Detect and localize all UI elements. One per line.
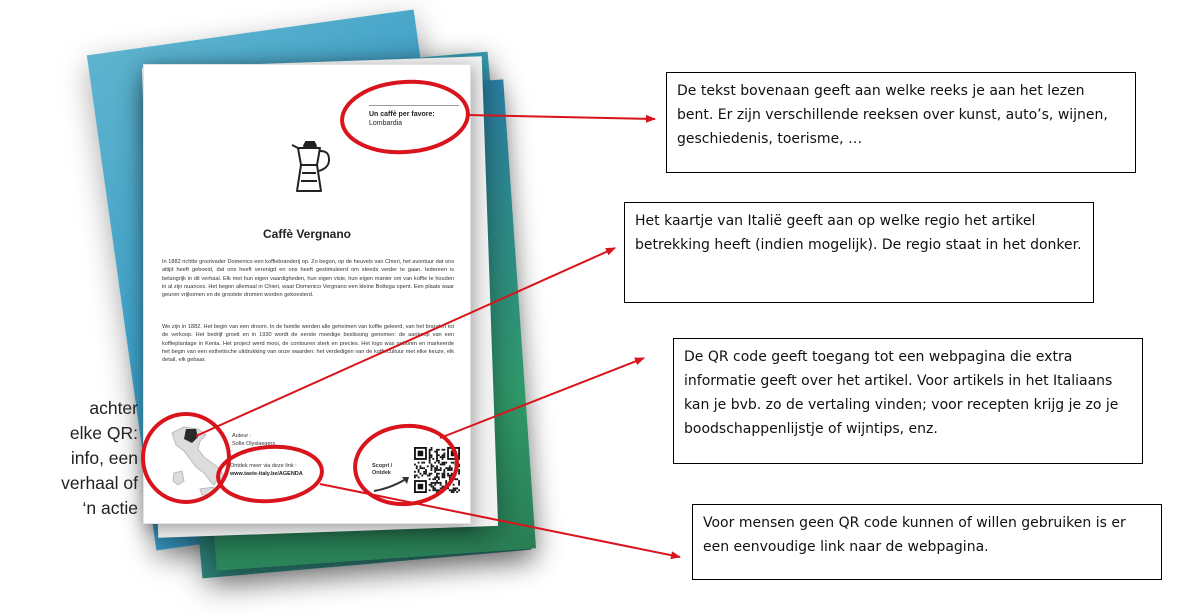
side-note-line: info, een bbox=[70, 448, 138, 468]
webpage-link[interactable]: www.taste-italy.be/AGENDA bbox=[230, 471, 303, 477]
author-name: Sofie Olyslaegers bbox=[232, 441, 276, 447]
side-note-line: elke QR: bbox=[69, 423, 138, 443]
side-note-line: verhaal of bbox=[61, 473, 138, 493]
callout-link: Voor mensen geen QR code kunnen of willen gebruiken is er een eenvoudige link naar de webpagina. bbox=[692, 504, 1162, 580]
series-region: Lombardia bbox=[369, 120, 403, 127]
side-note-line: achter bbox=[89, 398, 138, 418]
callout-qr: De QR code geeft toegang tot een webpagina die extra informatie geeft over het artikel. Voor artikels in het Italiaans kan je bvb. zo de vertaling vinden; voor recepten krijg je zo je boodschappenlijstje of wijntips, enz. bbox=[673, 338, 1143, 464]
article-paragraph: In 1882 richtte grootvader Domenico een koffiebranderij op. Zo begon, op de heuvels van Chieri, het avontuur dat ons altijd heeft geboeid, dat ons heeft verenigd en ons heeft gestimuleerd om steeds verder te gaan. Iedereen is belangrijk in dit verhaal. Elk met hun eigen vaardigheden, hun eigen visie, hun eigen manier om van koffie te houden in al zijn nuances. Het begon allemaal in Chieri, waar Domenico Vergnano een kleine Bottega opent. Een plaats waar geuren vrijkomen en de grootste dromen worden gekoesterd. bbox=[162, 259, 454, 299]
callout-series: De tekst bovenaan geeft aan welke reeks je aan het lezen bent. Er zijn verschillende reeksen over kunst, auto’s, wijnen, geschiedenis, toerisme, … bbox=[666, 72, 1136, 173]
italy-region-map-icon bbox=[164, 423, 228, 501]
scopri-label-line: Scopri / bbox=[372, 463, 393, 469]
article-paragraph: We zijn in 1882. Het begin van een droom. In de familie werden alle geheimen van koffie geleerd, van het branden tot de verkoop. Het bedrijf groeit en in 1930 wordt de eerste moedige beslissing genomen: de aankoop van een koffieplantage in Kenia. Het project werd mooi, de contouren sterk en precies. Het logo was geboren en markeerde het begin van een esthetische uitdrukking van onze waarden: het verdedigen van de koffiecultuur met elke keuze, elk detail, elk gebaar. bbox=[162, 324, 454, 364]
series-divider bbox=[369, 105, 459, 106]
moka-pot-icon bbox=[286, 139, 332, 195]
link-label: Ontdek meer via deze link : bbox=[230, 463, 297, 469]
series-label: Un caffè per favore: bbox=[369, 111, 435, 118]
callout-map: Het kaartje van Italië geeft aan op welke regio het artikel betrekking heeft (indien mogelijk). De regio staat in het donker. bbox=[624, 202, 1094, 303]
side-note bbox=[20, 396, 138, 521]
qr-code[interactable] bbox=[414, 447, 460, 493]
article-title: Caffè Vergnano bbox=[262, 227, 352, 241]
scopri-label-line: Ontdek bbox=[372, 470, 391, 476]
leaflet-front-page bbox=[143, 64, 471, 524]
side-note-line: ‘n actie bbox=[82, 498, 138, 518]
curved-arrow-icon bbox=[372, 475, 412, 493]
author-label: Auteur : bbox=[232, 433, 252, 439]
